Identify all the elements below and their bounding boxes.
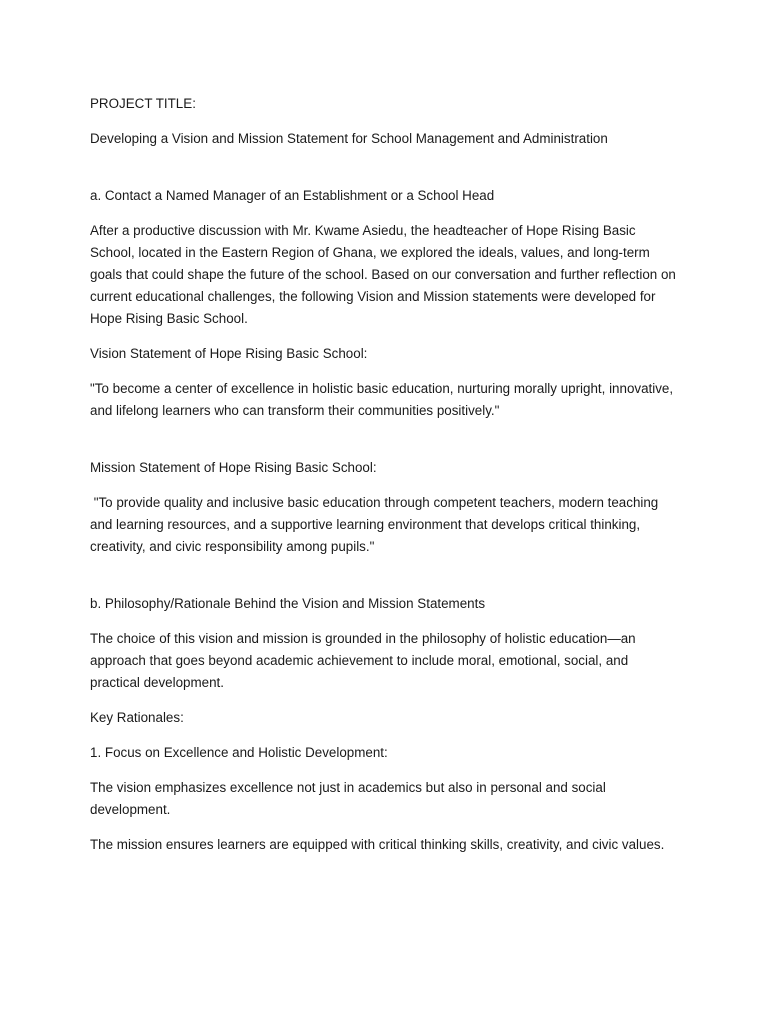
spacer bbox=[90, 163, 680, 185]
spacer bbox=[90, 435, 680, 457]
mission-heading: Mission Statement of Hope Rising Basic School: bbox=[90, 460, 377, 475]
key-rationales-label: Key Rationales: bbox=[90, 710, 184, 725]
vision-statement: "To become a center of excellence in holistic basic education, nurturing morally upright, innovative, and lifelong learners who can transform their communities positively." bbox=[90, 381, 677, 418]
section-b-body: The choice of this vision and mission is grounded in the philosophy of holistic education—an approach that goes beyond academic achievement to include moral, emotional, social, and practical development. bbox=[90, 631, 640, 690]
rationale-1-point-2: The mission ensures learners are equipped with critical thinking skills, creativity, and civic values. bbox=[90, 837, 665, 852]
document-content bbox=[90, 93, 680, 869]
section-a-body: After a productive discussion with Mr. Kwame Asiedu, the headteacher of Hope Rising Basic School, located in the Eastern Region of Ghana, we explored the ideals, values, and long-term goals that could shape the future of the school. Based on our conversation and further reflection on current educational challenges, the following Vision and Mission statements were developed for Hope Rising Basic School. bbox=[90, 223, 680, 326]
rationale-1-heading: 1. Focus on Excellence and Holistic Development: bbox=[90, 745, 388, 760]
spacer bbox=[90, 571, 680, 593]
section-b-heading: b. Philosophy/Rationale Behind the Vision and Mission Statements bbox=[90, 596, 486, 611]
project-title-label: PROJECT TITLE: bbox=[90, 96, 196, 111]
project-title: Developing a Vision and Mission Statement for School Management and Administration bbox=[90, 131, 608, 146]
rationale-1-point-1: The vision emphasizes excellence not just in academics but also in personal and social development. bbox=[90, 780, 610, 817]
vision-heading: Vision Statement of Hope Rising Basic School: bbox=[90, 346, 368, 361]
section-a-heading: a. Contact a Named Manager of an Establishment or a School Head bbox=[90, 188, 495, 203]
mission-statement: "To provide quality and inclusive basic education through competent teachers, modern teaching and learning resources, and a supportive learning environment that develops critical thinking, creativity, and civic responsibility among pupils." bbox=[90, 495, 662, 554]
